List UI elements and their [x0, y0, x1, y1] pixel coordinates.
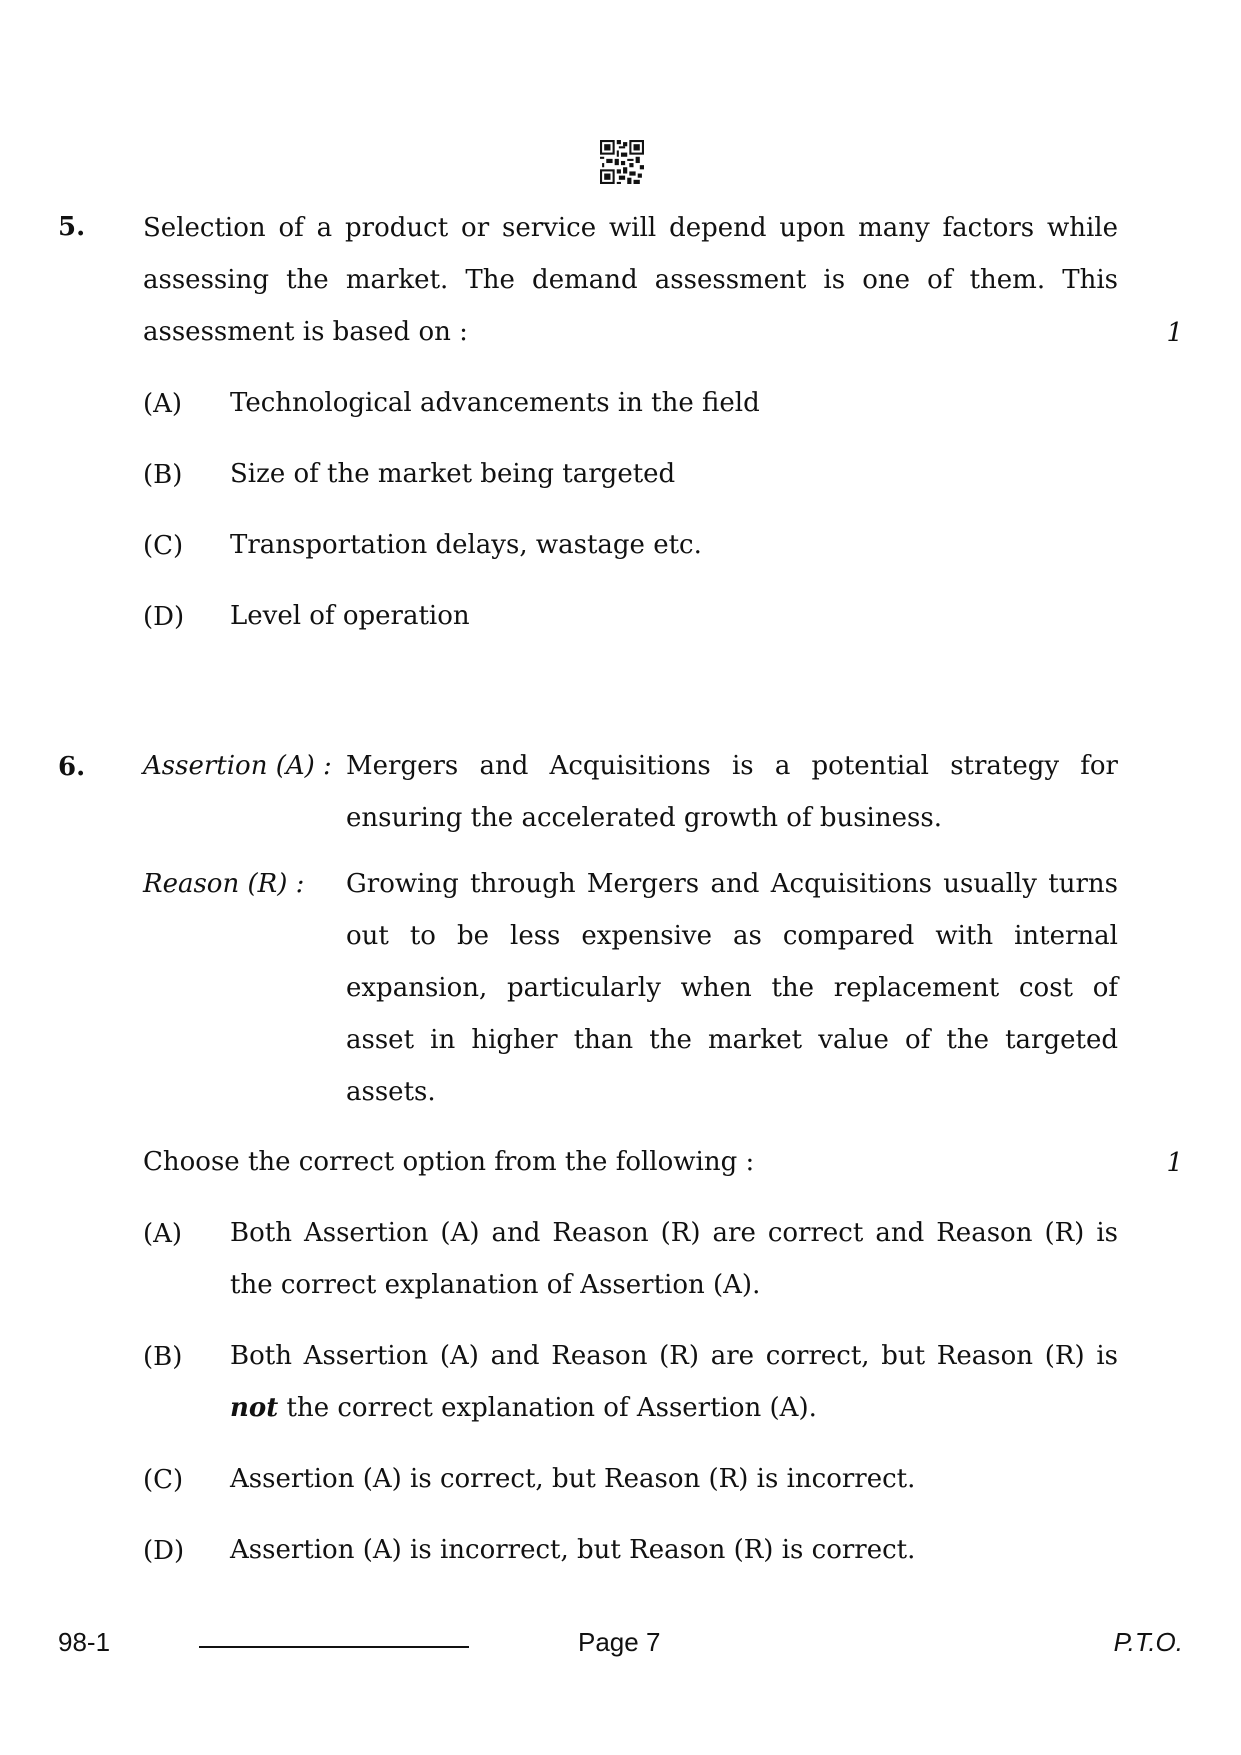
instruction-text: Choose the correct option from the following :	[143, 1147, 755, 1177]
emphasis-not: not	[230, 1393, 279, 1423]
reason-text-line: asset in higher than the market value of the targeted	[346, 1025, 1118, 1055]
option-text: Size of the market being targeted	[230, 459, 676, 489]
option-text: the correct explanation of Assertion (A).	[278, 1393, 817, 1423]
assertion-text-line: ensuring the accelerated growth of business.	[346, 803, 942, 833]
option-text-line2	[230, 1382, 817, 1434]
option-label: (A)	[143, 1219, 183, 1249]
option-label: (B)	[143, 1342, 183, 1372]
pto-label: P.T.O.	[1113, 1627, 1183, 1657]
question-number: 6.	[58, 752, 86, 782]
assertion-text-line: Mergers and Acquisitions is a potential strategy for	[346, 751, 1118, 781]
option-text: Assertion (A) is incorrect, but Reason (R) is correct.	[230, 1535, 916, 1565]
question-text-line: assessment is based on :	[143, 317, 468, 347]
reason-text-line: expansion, particularly when the replacement cost of	[346, 973, 1118, 1003]
footer-rule	[199, 1646, 469, 1648]
reason-text-line: assets.	[346, 1077, 436, 1107]
option-label: (D)	[143, 1536, 185, 1566]
option-label: (A)	[143, 389, 183, 419]
option-text: Level of operation	[230, 601, 470, 631]
marks: 1	[1166, 318, 1183, 348]
reason-text-line: out to be less expensive as compared with internal	[346, 921, 1118, 951]
option-text: Both Assertion (A) and Reason (R) are correct, but Reason (R) is	[230, 1341, 1118, 1371]
question-text-line: assessing the market. The demand assessment is one of them. This	[143, 265, 1118, 295]
assertion-label: Assertion (A) :	[143, 751, 332, 781]
option-label: (B)	[143, 460, 183, 490]
marks: 1	[1166, 1148, 1183, 1178]
question-text-line: Selection of a product or service will depend upon many factors while	[143, 213, 1118, 243]
option-label: (C)	[143, 531, 184, 561]
page-number: Page 7	[578, 1627, 661, 1657]
qr-code-icon	[600, 140, 644, 184]
paper-code: 98-1	[58, 1627, 111, 1657]
option-text: Transportation delays, wastage etc.	[230, 530, 702, 560]
option-text: Both Assertion (A) and Reason (R) are correct and Reason (R) is	[230, 1218, 1118, 1248]
question-number: 5.	[58, 212, 86, 242]
option-text: the correct explanation of Assertion (A).	[230, 1270, 761, 1300]
option-text: Technological advancements in the field	[230, 388, 760, 418]
reason-label: Reason (R) :	[143, 869, 305, 899]
option-text: Assertion (A) is correct, but Reason (R) is incorrect.	[230, 1464, 916, 1494]
reason-text-line: Growing through Mergers and Acquisitions usually turns	[346, 869, 1118, 899]
option-label: (C)	[143, 1465, 184, 1495]
option-label: (D)	[143, 602, 185, 632]
